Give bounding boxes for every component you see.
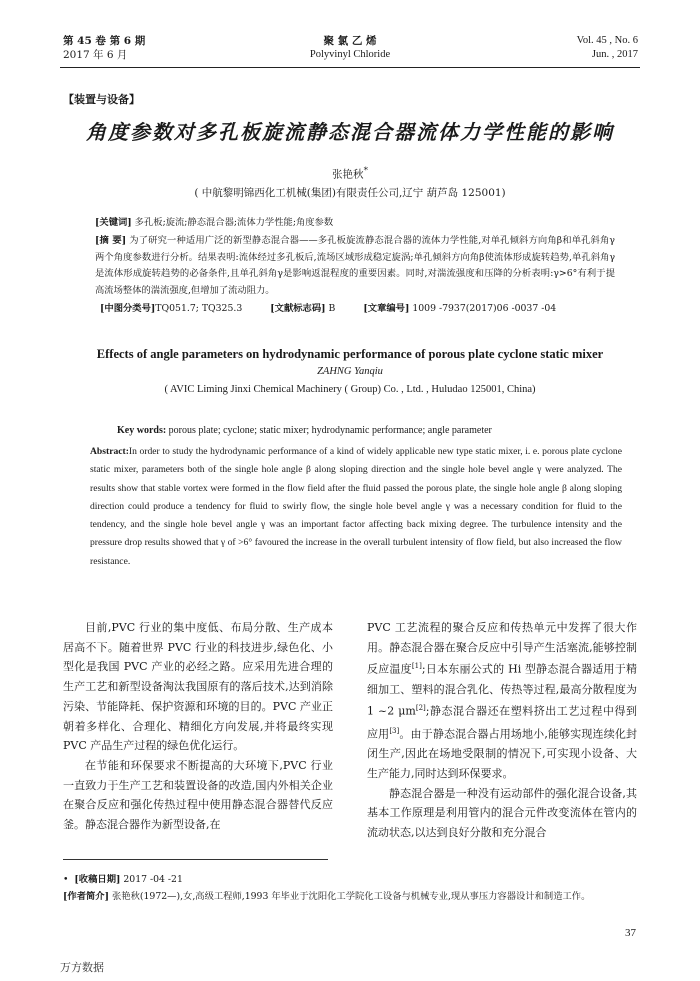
issue-date: 2017 年 6 月 — [63, 49, 128, 61]
header-rule — [60, 67, 640, 68]
article-no-label: [文章编号] — [363, 303, 410, 314]
keywords-zh — [95, 216, 615, 230]
bio-label: [作者简介] — [63, 891, 109, 902]
doc-code-value: B — [328, 303, 336, 314]
abstract-zh — [95, 233, 615, 299]
body-column-left — [63, 618, 333, 835]
abstract-zh-text: 为了研究一种适用广泛的新型静态混合器——多孔板旋流静态混合器的流体力学性能,对单孔倾斜方向角β和单孔斜角γ两个角度参数进行分析。结果表明:流体经过多孔板后,流场区域形成稳定旋涡;单孔倾斜方向角β使流体形成旋转趋势,单孔斜角γ是流体形成旋转趋势的必备条件,且单孔斜角γ是影响返混程度的重要因素。同时,对湍流强度和压降的分析表明:γ>6°有利于提高流场整体的湍流强度,但增加了流动阻力。 — [95, 235, 615, 296]
article-no-value: 1009 -7937(2017)06 -0037 -04 — [412, 303, 557, 314]
issue-date-en: Jun. , 2017 — [591, 49, 638, 60]
doc-code-label: [文献标志码] — [270, 303, 326, 314]
citation-ref[interactable]: [3] — [389, 726, 400, 735]
journal-volume-en — [577, 34, 638, 62]
clc-label: [中图分类号] — [100, 303, 156, 314]
title-en: Effects of angle parameters on hydrodynamic performance of porous plate cyclone static mixer — [96, 347, 604, 361]
body-paragraph — [367, 618, 637, 784]
volume-issue: 第 45 卷 第 6 期 — [63, 35, 146, 47]
column-tag: 【装置与设备】 — [63, 93, 140, 106]
watermark: 万方数据 — [60, 961, 104, 974]
text-run: 。由于静态混合器占用场地小,能够实现连续化封闭生产,因此在场地受限制的情况下,可实现小设备、大生产能力,同时达到环保要求。 — [367, 727, 638, 780]
author-zh — [0, 166, 700, 182]
footnote-received — [63, 871, 183, 885]
journal-name-zh: 聚 氯 乙 烯 — [323, 35, 377, 47]
keywords-zh-label: [关键词] — [95, 217, 132, 228]
page-number: 37 — [625, 927, 636, 939]
abstract-en-label: Abstract: — [90, 446, 129, 457]
title-zh: 角度参数对多孔板旋流静态混合器流体力学性能的影响 — [86, 120, 614, 144]
affiliation-en: ( AVIC Liming Jinxi Chemical Machinery ( Group) Co. , Ltd. , Huludao 125001, China) — [164, 384, 536, 395]
received-value: 2017 -04 -21 — [123, 874, 183, 885]
body-paragraph: 在节能和环保要求不断提高的大环境下,PVC 行业一直致力于生产工艺和装置设备的改造,国内外相关企业在聚合反应和强化传热过程中使用静态混合器替代反应釜。静态混合器作为新型设备,在 — [63, 758, 333, 832]
bullet-icon: • — [63, 874, 75, 885]
author-mark: * — [363, 166, 368, 176]
journal-name-en: Polyvinyl Chloride — [309, 49, 391, 60]
keywords-zh-text: 多孔板;旋流;静态混合器;流体力学性能;角度参数 — [134, 217, 334, 228]
volume-issue-en: Vol. 45 , No. 6 — [576, 35, 638, 46]
abstract-en — [90, 443, 622, 571]
citation-ref[interactable]: [1] — [411, 662, 422, 671]
citation-ref[interactable]: [2] — [415, 704, 426, 713]
body-paragraph: 静态混合器是一种没有运动部件的强化混合设备,其基本工作原理是利用管内的混合元件改变流体在管内的流动状态,以达到良好分散和充分混合 — [367, 786, 637, 839]
keywords-en-label: Key words: — [117, 425, 167, 436]
text-run: ;日本东丽公式的 Hi 型静态混合器适用于精细加工、塑料的混合乳化、传热等过程,最高分散程度为 1 ~2 μm — [367, 663, 638, 719]
footnote-bio — [63, 888, 638, 905]
keywords-en-text: porous plate; cyclone; static mixer; hydrodynamic performance; angle parameter — [168, 425, 492, 436]
text-run: ;静态混合器还在塑料挤出工艺过程中得到应用 — [367, 705, 637, 741]
bio-value: 张艳秋(1972—),女,高级工程师,1993 年毕业于沈阳化工学院化工设备与机械专业,现从事压力容器设计和制造工作。 — [111, 891, 591, 902]
footnote-rule — [63, 859, 328, 860]
text-run: PVC 工艺流程的聚合反应和传热单元中发挥了很大作用。静态混合器在聚合反应中引导产生活塞流,能够控制反应温度 — [367, 621, 637, 677]
classification-line — [100, 302, 556, 316]
received-label: [收稿日期] — [74, 874, 121, 885]
body-paragraph: 目前,PVC 行业的集中度低、布局分散、生产成本居高不下。随着世界 PVC 行业的科技进步,绿色化、小型化是我国 PVC 产业的必经之路。应采用先进合理的生产工艺和新型设备淘汰我国原有的落后技术,达到消除污染、节能降耗、保护资源和环境的目的。PVC 产业正朝着多样化、合理化、精细化方向发展,并将最终实现 PVC 产品生产过程的绿色优化运行。 — [63, 621, 333, 753]
abstract-en-text: In order to study the hydrodynamic performance of a kind of widely applicable new type static mixer, i. e. porous plate cyclone static mixer, parameters both of the single hole angle β along sloping direction and the single hole bevel angle γ were analyzed. The results show that stable vortex were formed in the flow field after the fluid passed the porous plate, the single hole angle β along sloping direction could produce a tendency for fluid to swirly flow, the single hole bevel angle γ was a necessary condition for fluid to the tendency, and the single hole bevel angle γ was an important factor affecting back mixing degree. The turbulence intensity and the pressure drop results showed that γ of >6° favoured the increase in the overall turbulent intensity of flow field, but also increased the flow resistance. — [90, 446, 622, 567]
author-name-zh: 张艳秋 — [332, 168, 364, 181]
abstract-zh-label: [摘 要] — [95, 235, 127, 246]
author-en: ZAHNG Yanqiu — [317, 366, 383, 377]
body-column-right — [367, 618, 637, 843]
affiliation-zh: ( 中航黎明锦西化工机械(集团)有限责任公司,辽宁 葫芦岛 125001) — [194, 187, 506, 199]
keywords-en — [117, 425, 622, 436]
clc-value: TQ051.7; TQ325.3 — [155, 303, 243, 314]
